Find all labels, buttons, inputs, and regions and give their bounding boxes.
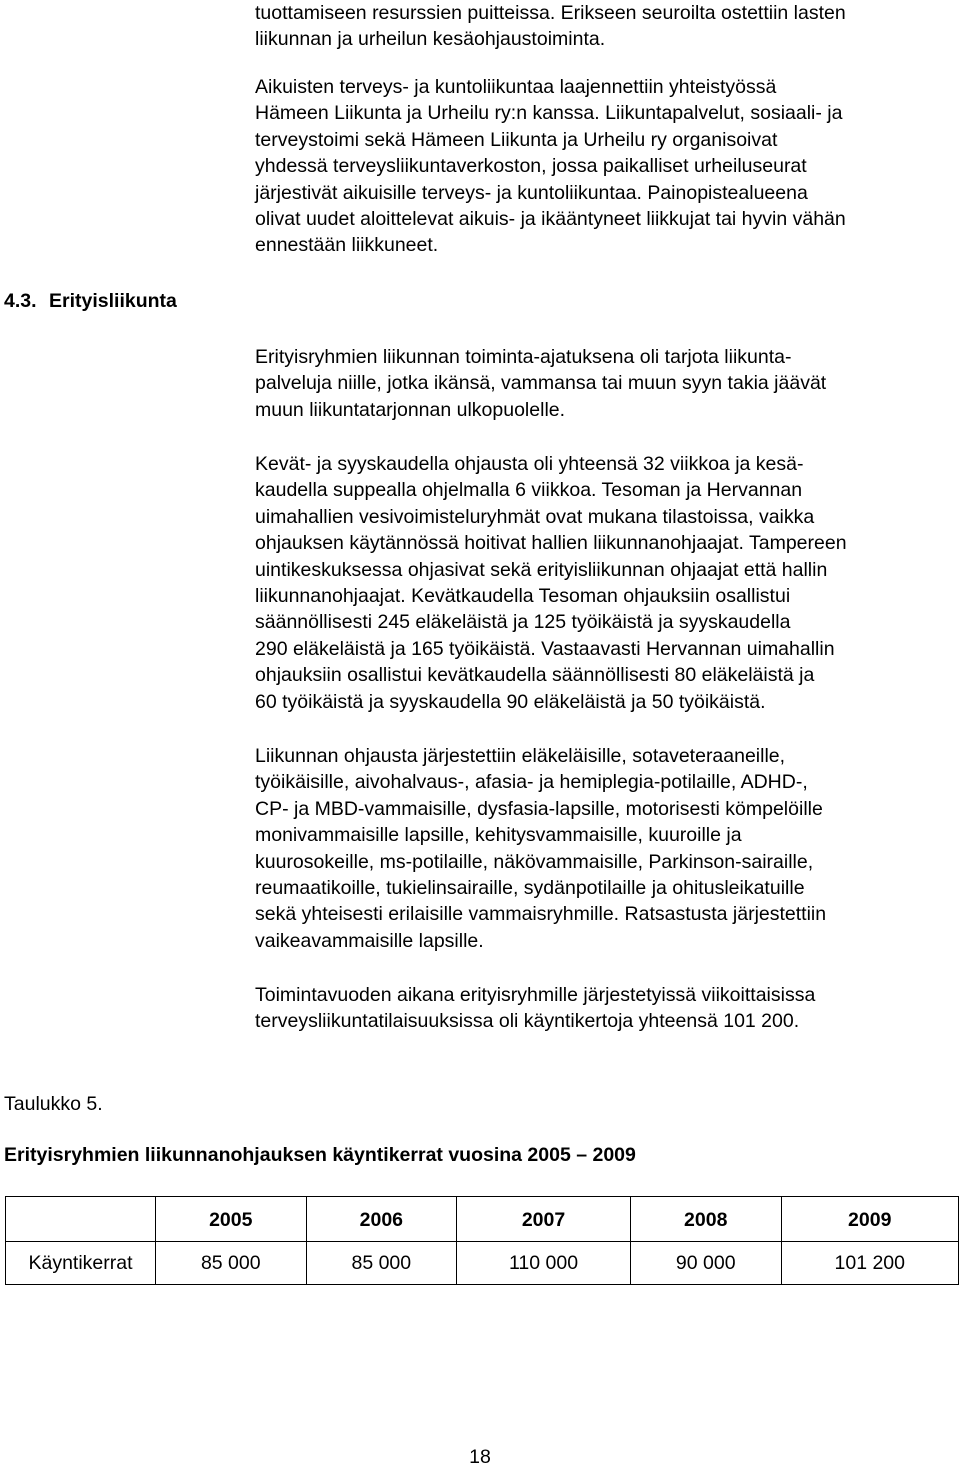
text-line: uintikeskuksessa ohjasivat sekä erityisliikunnan ohjaajat että hallin xyxy=(255,558,828,581)
text-line: kaudella suppealla ohjelmalla 6 viikkoa. Tesoman ja Hervannan xyxy=(255,479,803,502)
text-line: ennestään liikkuneet. xyxy=(255,234,439,257)
text-line: palveluja niille, jotka ikänsä, vammansa tai muun syyn takia jäävät xyxy=(255,372,827,395)
text-line: reumaatikoille, tukielinsairaille, sydänpotilaille ja ohitusleikatuille xyxy=(255,877,805,900)
text-line: uimahallien vesivoimisteluryhmät ovat mukana tilastoissa, vaikka xyxy=(255,505,815,528)
paragraph-target-groups xyxy=(255,743,960,954)
text-line: kuurosokeille, ms-potilaille, näkövammaisille, Parkinson-sairaille, xyxy=(255,850,814,873)
text-line: yhdessä terveysliikuntaverkoston, jossa paikalliset urheiluseurat xyxy=(255,155,807,178)
text-line: muun liikuntatarjonnan ulkopuolelle. xyxy=(255,398,566,421)
text-line: vaikeavammaisille lapsille. xyxy=(255,929,484,952)
text-line: terveystoimi sekä Hämeen Liikunta ja Urheilu ry organisoivat xyxy=(255,128,778,151)
table-row xyxy=(6,1242,959,1285)
text-line: työikäisille, aivohalvaus-, afasia- ja hemiplegia-potilaille, ADHD-, xyxy=(255,771,808,794)
paragraph-special-groups-mission xyxy=(255,344,960,423)
table-header-blank xyxy=(6,1197,156,1242)
text-line: 290 eläkeläistä ja 165 työikäistä. Vastaavasti Hervannan uimahallin xyxy=(255,637,835,660)
table-cell: 85 000 xyxy=(156,1242,307,1285)
text-line: olivat uudet aloittelevat aikuis- ja ikääntyneet liikkujat tai hyvin vähän xyxy=(255,208,846,231)
paragraph-visit-total xyxy=(255,982,960,1035)
table-cell: 101 200 xyxy=(781,1242,959,1285)
table-cell: 110 000 xyxy=(457,1242,631,1285)
text-line: Kevät- ja syyskaudella ohjausta oli yhteensä 32 viikkoa ja kesä- xyxy=(255,453,804,475)
section-number: 4.3. xyxy=(4,290,37,312)
text-line: säännöllisesti 245 eläkeläistä ja 125 työikäistä ja syyskaudella xyxy=(255,611,791,634)
text-line: Liikunnan ohjausta järjestettiin eläkeläisille, sotaveteraaneille, xyxy=(255,745,786,767)
text-line: Hämeen Liikunta ja Urheilu ry:n kanssa. Liikuntapalvelut, sosiaali- ja xyxy=(255,102,843,125)
table-caption: Taulukko 5. xyxy=(4,1093,103,1115)
text-line: terveysliikuntatilaisuuksissa oli käyntikertoja yhteensä 101 200. xyxy=(255,1010,800,1033)
paragraph-adult-fitness xyxy=(255,74,960,259)
text-line: Toimintavuoden aikana erityisryhmille järjestetyissä viikoittaisissa xyxy=(255,984,816,1006)
text-line: sekä yhteisesti erilaisille vammaisryhmille. Ratsastusta järjestettiin xyxy=(255,903,827,926)
table-header-year: 2008 xyxy=(630,1197,781,1242)
table-header-year: 2006 xyxy=(306,1197,457,1242)
page-number: 18 xyxy=(469,1446,491,1468)
text-line: Aikuisten terveys- ja kuntoliikuntaa laajennettiin yhteistyössä xyxy=(255,76,777,98)
text-line: ohjauksiin osallistui kevätkaudella säännöllisesti 80 eläkeläistä ja xyxy=(255,664,815,687)
visits-table xyxy=(5,1196,959,1285)
text-line: liikunnanohjaajat. Kevätkaudella Tesoman ohjauksiin osallistui xyxy=(255,585,791,608)
table-header-year: 2009 xyxy=(781,1197,959,1242)
table-header-year: 2005 xyxy=(156,1197,307,1242)
text-line: CP- ja MBD-vammaisille, dysfasia-lapsille, motorisesti kömpelöille xyxy=(255,797,823,820)
paragraph-season-participation xyxy=(255,451,960,715)
table-cell: 85 000 xyxy=(306,1242,457,1285)
table-row-label: Käyntikerrat xyxy=(6,1242,156,1285)
text-line: tuottamiseen resurssien puitteissa. Erikseen seuroilta ostettiin lasten xyxy=(255,2,846,24)
table-cell: 90 000 xyxy=(630,1242,781,1285)
table-header-year: 2007 xyxy=(457,1197,631,1242)
text-line: monivammaisille lapsille, kehitysvammaisille, kuuroille ja xyxy=(255,824,742,847)
paragraph-intro-continuation xyxy=(255,0,960,53)
text-line: ohjauksen käytännössä hoitivat hallien liikunnanohjaajat. Tampereen xyxy=(255,532,847,555)
table-header-row xyxy=(6,1197,959,1242)
table-title: Erityisryhmien liikunnanohjauksen käyntikerrat vuosina 2005 – 2009 xyxy=(4,1144,636,1166)
section-title: Erityisliikunta xyxy=(49,290,177,312)
text-line: liikunnan ja urheilun kesäohjaustoiminta. xyxy=(255,28,606,51)
text-line: järjestivät aikuisille terveys- ja kuntoliikuntaa. Painopistealueena xyxy=(255,181,808,204)
text-line: Erityisryhmien liikunnan toiminta-ajatuksena oli tarjota liikunta- xyxy=(255,346,792,368)
text-line: 60 työikäistä ja syyskaudella 90 eläkeläistä ja 50 työikäistä. xyxy=(255,690,766,713)
